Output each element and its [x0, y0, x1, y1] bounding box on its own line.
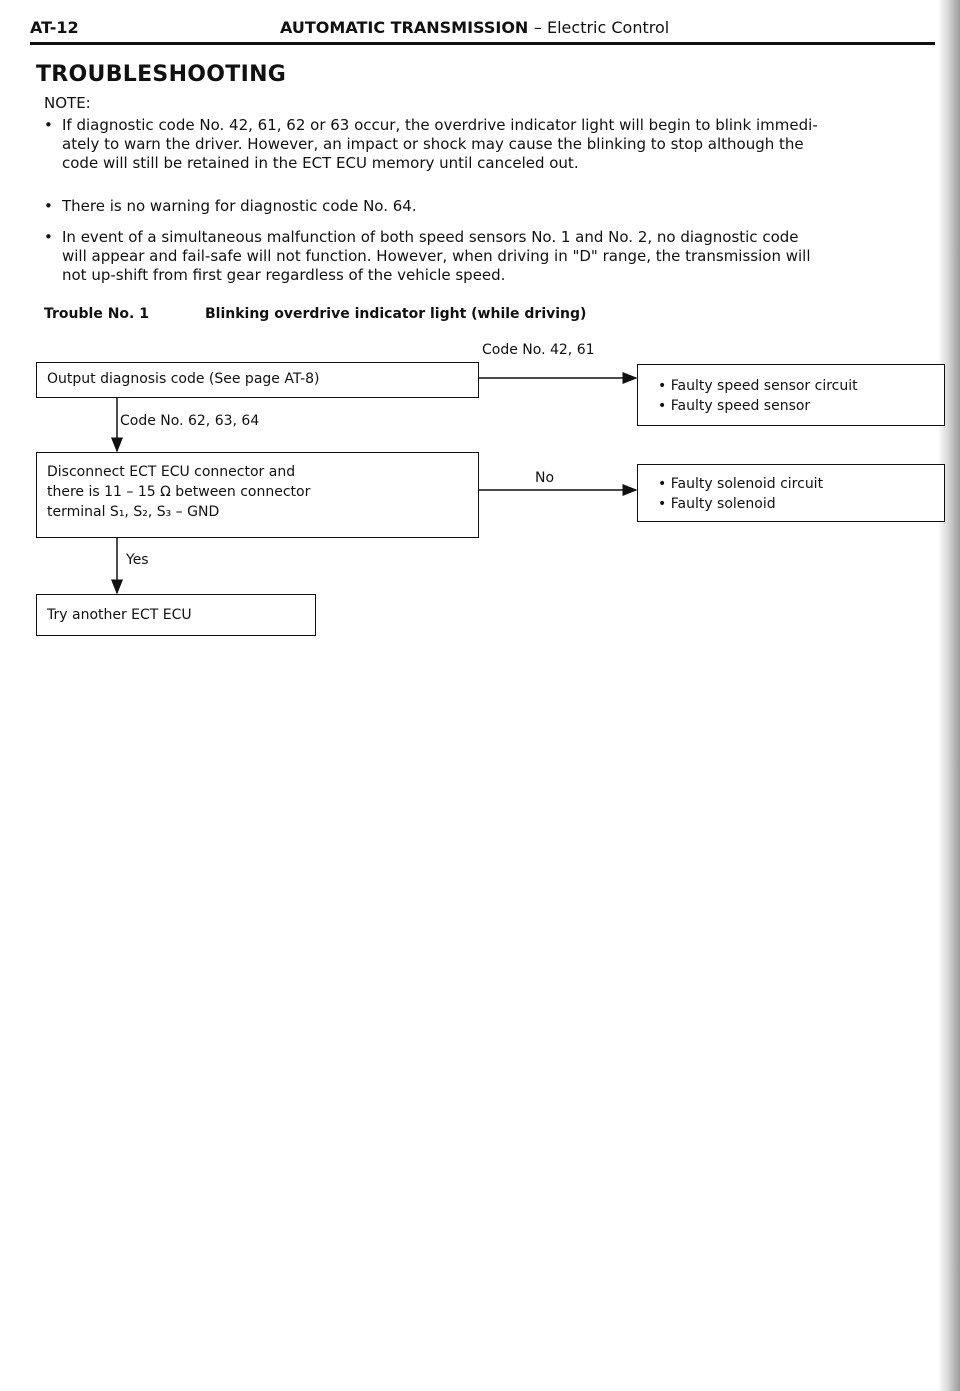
result-text: Faulty speed sensor: [670, 398, 811, 414]
header-subtitle: – Electric Control: [533, 18, 670, 37]
result-line: • Faulty speed sensor circuit: [658, 378, 858, 394]
bullet-line: will appear and fail-safe will not function. However, when driving in "D" range, the transmission will: [62, 247, 811, 265]
flow-box-text: there is 11 – 15 Ω between connector: [47, 484, 311, 500]
result-line: • Faulty solenoid: [658, 496, 776, 512]
label-yes: Yes: [126, 552, 149, 568]
result-text: Faulty solenoid circuit: [670, 476, 824, 492]
flow-box-output-code: [36, 362, 479, 398]
bullet-line: There is no warning for diagnostic code No. 64.: [62, 197, 417, 215]
bullet-dot: •: [44, 197, 53, 215]
page-number: AT-12: [30, 18, 79, 37]
result-line: • Faulty speed sensor: [658, 398, 811, 414]
result-line: • Faulty solenoid circuit: [658, 476, 824, 492]
label-code-42-61: Code No. 42, 61: [482, 342, 595, 358]
section-title: TROUBLESHOOTING: [36, 62, 287, 87]
bullet-line: code will still be retained in the ECT ECU memory until canceled out.: [62, 154, 579, 172]
bullet-line: In event of a simultaneous malfunction of both speed sensors No. 1 and No. 2, no diagnostic code: [62, 228, 799, 246]
header-title-main: AUTOMATIC TRANSMISSION: [280, 18, 529, 37]
flow-box-text: Try another ECT ECU: [47, 607, 192, 623]
bullet-line: ately to warn the driver. However, an impact or shock may cause the blinking to stop although the: [62, 135, 804, 153]
bullet-dot: •: [44, 116, 53, 134]
label-code-62-63-64: Code No. 62, 63, 64: [120, 413, 260, 429]
flow-box-text: terminal S₁, S₂, S₃ – GND: [47, 504, 220, 520]
result-box-solenoid: [637, 464, 945, 522]
bullet-dot: •: [44, 228, 53, 246]
note-label: NOTE:: [44, 94, 91, 112]
result-text: Faulty solenoid: [670, 496, 776, 512]
flow-box-text: Output diagnosis code (See page AT-8): [47, 371, 320, 387]
label-no: No: [535, 470, 555, 486]
result-box-speed-sensor: [637, 364, 945, 426]
flow-box-try-another-ecu: [36, 594, 316, 636]
flow-box-disconnect-ecu: [36, 452, 479, 538]
trouble-number: Trouble No. 1: [44, 306, 149, 322]
trouble-description: Blinking overdrive indicator light (while driving): [205, 306, 587, 322]
flow-box-text: Disconnect ECT ECU connector and: [47, 464, 296, 480]
result-text: Faulty speed sensor circuit: [670, 378, 858, 394]
bullet-line: not up-shift from first gear regardless of the vehicle speed.: [62, 266, 506, 284]
bullet-line: If diagnostic code No. 42, 61, 62 or 63 occur, the overdrive indicator light will begin to blink immedi-: [62, 116, 818, 134]
